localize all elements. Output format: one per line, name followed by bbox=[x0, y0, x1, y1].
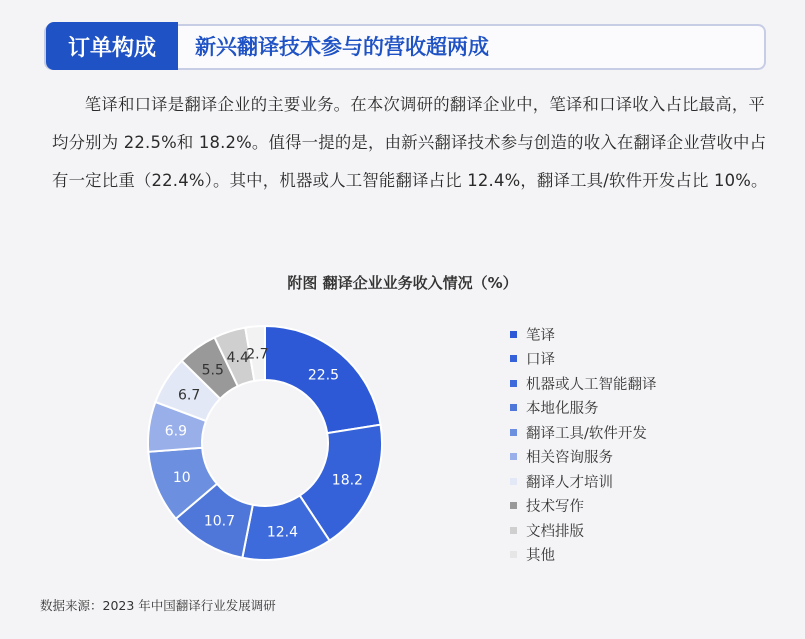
legend-item bbox=[510, 420, 657, 445]
legend-swatch bbox=[510, 527, 517, 534]
legend-item bbox=[510, 322, 657, 347]
donut-slice-label: 6.9 bbox=[164, 423, 188, 440]
legend-label: 翻译人才培训 bbox=[526, 474, 613, 491]
donut-slice-label: 10 bbox=[172, 470, 191, 487]
legend-label: 技术写作 bbox=[526, 499, 584, 516]
legend-label: 其他 bbox=[526, 548, 555, 565]
legend-swatch bbox=[510, 502, 517, 509]
chart-title: 附图 翻译企业业务收入情况（%） bbox=[287, 274, 518, 292]
donut-slice-label: 2.7 bbox=[246, 346, 269, 363]
legend-item bbox=[510, 396, 657, 421]
donut-chart bbox=[140, 318, 390, 568]
legend-swatch bbox=[510, 551, 517, 558]
donut-slice-label: 4.4 bbox=[226, 350, 249, 367]
legend-item bbox=[510, 347, 657, 372]
legend-swatch bbox=[510, 453, 517, 460]
donut-slice-label: 12.4 bbox=[266, 524, 299, 541]
body-paragraph: 笔译和口译是翻译企业的主要业务。在本次调研的翻译企业中，笔译和口译收入占比最高，平均分别为 22.5%和 18.2%。值得一提的是，由新兴翻译技术参与创造的收入在翻译企业营收中占有一定比重（22.4%）。其中，机器或人工智能翻译占比 12.4%，翻译工具/软件开发占比 10%。 bbox=[52, 95, 768, 190]
legend-item bbox=[510, 543, 657, 568]
legend-label: 本地化服务 bbox=[526, 401, 599, 418]
data-source-note: 数据来源：2023 年中国翻译行业发展调研 bbox=[40, 598, 276, 613]
legend-swatch bbox=[510, 429, 517, 436]
chart-legend bbox=[510, 322, 657, 567]
legend-item bbox=[510, 445, 657, 470]
legend-swatch bbox=[510, 404, 517, 411]
legend-label: 口译 bbox=[526, 352, 555, 369]
legend-swatch bbox=[510, 380, 517, 387]
legend-swatch bbox=[510, 355, 517, 362]
section-title: 新兴翻译技术参与的营收超两成 bbox=[195, 35, 489, 59]
legend-item bbox=[510, 518, 657, 543]
donut-slice-label: 6.7 bbox=[178, 387, 201, 404]
legend-label: 笔译 bbox=[526, 327, 555, 344]
legend-item bbox=[510, 371, 657, 396]
legend-swatch bbox=[510, 331, 517, 338]
legend-label: 翻译工具/软件开发 bbox=[526, 425, 647, 442]
donut-slice-label: 10.7 bbox=[203, 513, 236, 530]
legend-item bbox=[510, 494, 657, 519]
section-tag: 订单构成 bbox=[46, 22, 178, 70]
legend-item bbox=[510, 469, 657, 494]
donut-slice-label: 5.5 bbox=[201, 362, 224, 379]
legend-label: 文档排版 bbox=[526, 523, 584, 540]
donut-slice-label: 22.5 bbox=[307, 367, 340, 384]
legend-swatch bbox=[510, 478, 517, 485]
donut-slice-label: 18.2 bbox=[331, 472, 363, 489]
legend-label: 机器或人工智能翻译 bbox=[526, 376, 657, 393]
legend-label: 相关咨询服务 bbox=[526, 450, 613, 467]
